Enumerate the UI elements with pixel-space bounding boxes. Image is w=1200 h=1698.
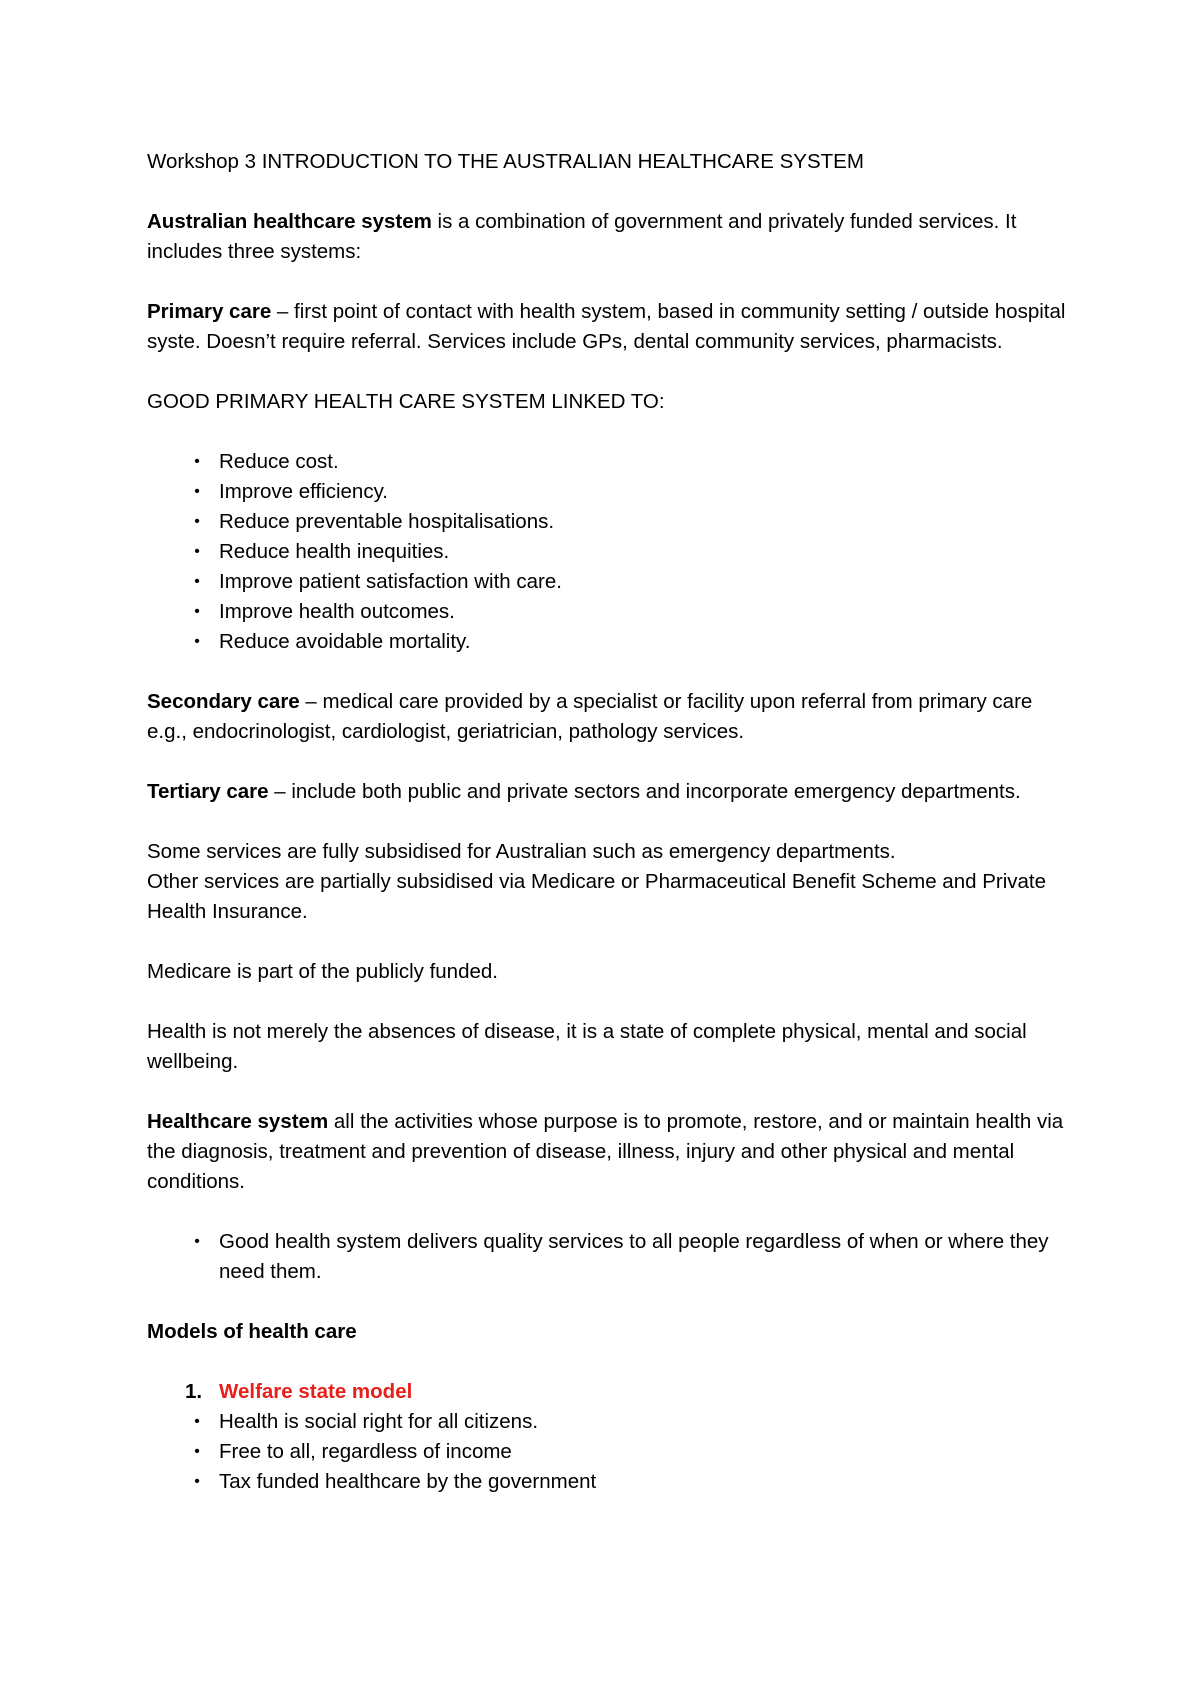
bullet-icon: •: [194, 1233, 200, 1250]
list-item: • Reduce health inequities.: [147, 537, 1079, 567]
primary-care-term: Primary care: [147, 300, 272, 323]
bullet-icon: •: [194, 1473, 200, 1490]
medicare-paragraph: Medicare is part of the publicly funded.: [147, 960, 498, 983]
document-title: [147, 147, 1077, 177]
good-primary-list: [147, 447, 1080, 657]
secondary-care-paragraph: [147, 687, 1077, 747]
bullet-icon: •: [194, 453, 200, 470]
list-item: • Good health system delivers quality services to all people regardless of when or where they need them.: [147, 1227, 1079, 1287]
bullet-icon: •: [194, 633, 200, 650]
list-item: • Health is social right for all citizens.: [147, 1407, 1079, 1437]
healthcare-system-term: Healthcare system: [147, 1110, 329, 1133]
primary-care-text: – first point of contact with health system, based in community setting / outside hospital syste. Doesn’t require referral. Services include GPs, dental community services, pharmacists.: [147, 300, 1066, 353]
tertiary-care-paragraph: [147, 777, 1077, 807]
list-item: • Reduce preventable hospitalisations.: [147, 507, 1079, 537]
title-main: INTRODUCTION TO THE AUSTRALIAN HEALTHCARE SYSTEM: [261, 150, 864, 173]
model-title: Welfare state model: [219, 1380, 413, 1403]
bullet-icon: •: [194, 573, 200, 590]
model-item-welfare-state: [147, 1377, 1079, 1407]
list-number: 1.: [185, 1380, 203, 1403]
good-system-list: [147, 1227, 1080, 1287]
health-definition-paragraph: Health is not merely the absences of disease, it is a state of complete physical, mental and social wellbeing.: [147, 1020, 1027, 1073]
bullet-icon: •: [194, 603, 200, 620]
list-item: • Reduce cost.: [147, 447, 1079, 477]
primary-care-paragraph: [147, 297, 1077, 357]
models-heading: Models of health care: [147, 1320, 357, 1343]
secondary-care-term: Secondary care: [147, 690, 300, 713]
list-item: • Improve health outcomes.: [147, 597, 1079, 627]
intro-term: Australian healthcare system: [147, 210, 432, 233]
bullet-icon: •: [194, 1443, 200, 1460]
list-item: • Reduce avoidable mortality.: [147, 627, 1079, 657]
bullet-icon: •: [194, 543, 200, 560]
title-prefix: Workshop 3: [147, 150, 262, 173]
list-item: • Improve patient satisfaction with care.: [147, 567, 1079, 597]
bullet-icon: •: [194, 483, 200, 500]
list-item: • Tax funded healthcare by the government: [147, 1467, 1079, 1497]
models-list: [147, 1377, 1080, 1407]
list-item: • Improve efficiency.: [147, 477, 1079, 507]
intro-text: is a combination of government and privately funded services. It includes three systems:: [147, 210, 1017, 263]
good-primary-heading: GOOD PRIMARY HEALTH CARE SYSTEM LINKED TO:: [147, 390, 665, 413]
tertiary-care-text: – include both public and private sectors and incorporate emergency departments.: [268, 780, 1021, 803]
bullet-icon: •: [194, 1413, 200, 1430]
tertiary-care-term: Tertiary care: [147, 780, 269, 803]
subsidy-line-2: Other services are partially subsidised via Medicare or Pharmaceutical Benefit Scheme and Private Health Insurance.: [147, 870, 1046, 923]
bullet-icon: •: [194, 513, 200, 530]
list-item: • Free to all, regardless of income: [147, 1437, 1079, 1467]
welfare-model-list: [147, 1407, 1080, 1497]
healthcare-system-paragraph: [147, 1107, 1077, 1197]
healthcare-system-text: all the activities whose purpose is to promote, restore, and or maintain health via the diagnosis, treatment and prevention of disease, illness, injury and other physical and mental conditions.: [147, 1110, 1064, 1193]
subsidy-line-1: Some services are fully subsidised for Australian such as emergency departments.: [147, 840, 896, 863]
intro-paragraph: [147, 207, 1077, 267]
secondary-care-text: – medical care provided by a specialist or facility upon referral from primary care e.g., endocrinologist, cardiologist, geriatrician, pathology services.: [147, 690, 1033, 743]
